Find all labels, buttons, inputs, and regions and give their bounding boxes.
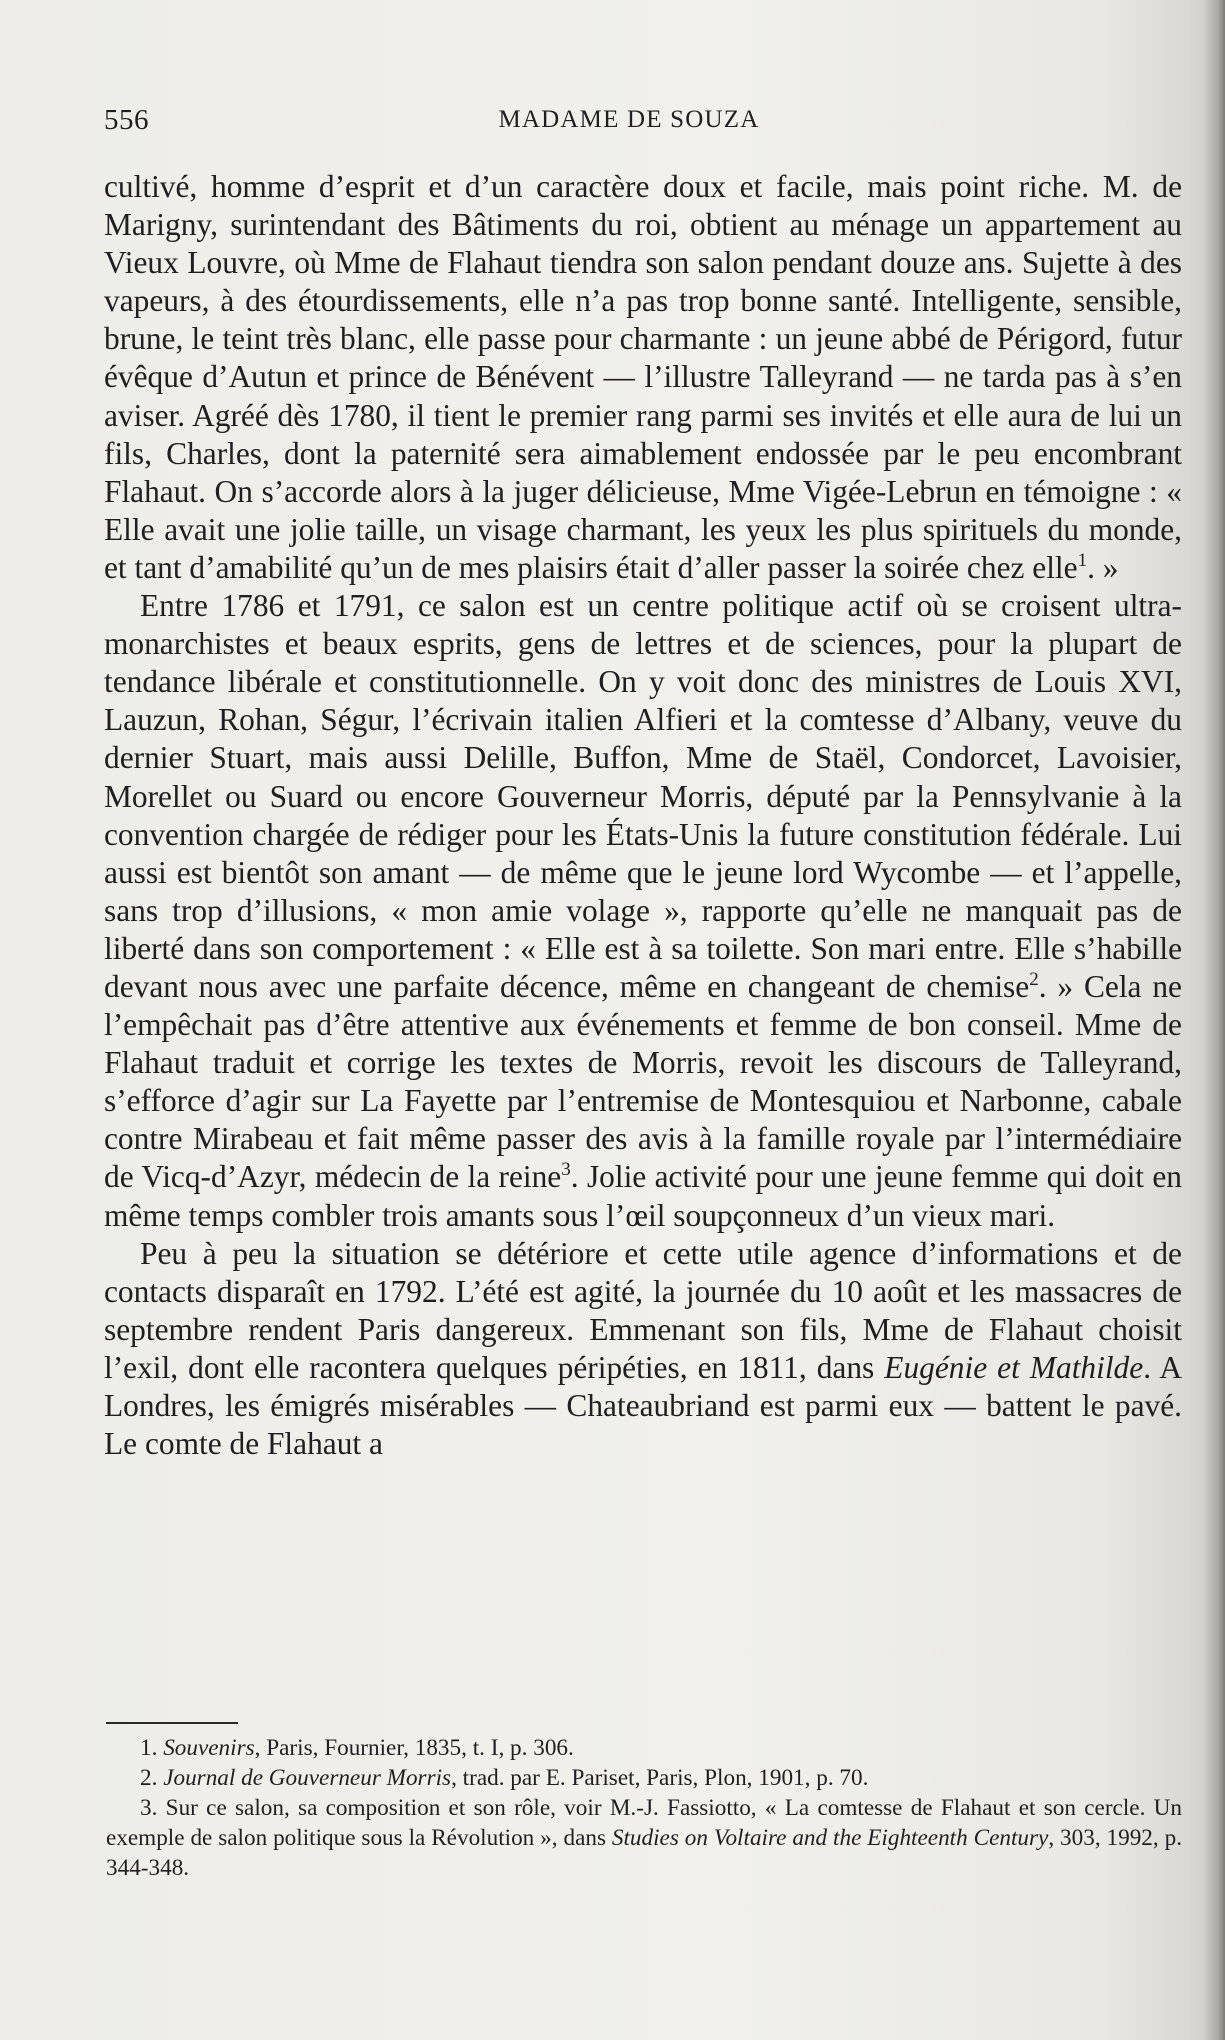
footnote-3-title: Studies on Voltaire and the Eighteenth Century <box>611 1825 1049 1851</box>
footnote-ref-2: 2 <box>1029 968 1039 990</box>
footnote-3 <box>106 1793 1182 1883</box>
footnote-2-text: , trad. par E. Pariset, Paris, Plon, 1901, p. 70. <box>451 1765 869 1791</box>
footnote-3-text-a: Sur ce salon, sa composition et son rôle, voir M.-J. Fassiotto, « La comtesse de Flahaut et son cercle. Un exemple de salon politique sous la Révolution », dans <box>106 1795 1182 1851</box>
footnote-ref-3: 3 <box>561 1159 571 1181</box>
paragraph-1-text: cultivé, homme d’esprit et d’un caractère doux et facile, mais point riche. M. de Marigny, surintendant des Bâtiments du roi, obtient au ménage un appartement au Vieux Louvre, où Mme de Flahaut tiendra son salon pendant douze ans. Sujette à des vapeurs, à des étourdissements, elle n’a pas trop bonne santé. Intelligente, sensible, brune, le teint très blanc, elle passe pour charmante : un jeune abbé de Périgord, futur évêque d’Autun et prince de Bénévent — l’illustre Talleyrand — ne tarda pas à s’en aviser. Agréé dès 1780, il tient le premier rang parmi ses invités et elle aura de lui un fils, Charles, dont la paternité sera aimablement endossée par le peu encombrant Flahaut. On s’accorde alors à la juger délicieuse, Mme Vigée-Lebrun en témoigne : « Elle avait une jolie taille, un visage charmant, les yeux les plus spirituels du monde, et tant d’amabilité qu’un de mes plaisirs était d’aller passer la soirée chez elle <box>104 169 1182 585</box>
paragraph-1-tail: . » <box>1087 549 1119 585</box>
page-number: 556 <box>104 104 149 136</box>
page-edge-shadow <box>1203 0 1225 2040</box>
footnote-2 <box>106 1763 1182 1793</box>
page-header <box>104 104 1174 144</box>
footnote-3-text-b: , 303, 1992, p. 344-348. <box>106 1825 1182 1881</box>
book-title-italic: Eugénie et Mathilde <box>884 1349 1144 1385</box>
paragraph-2-text-a: Entre 1786 et 1791, ce salon est un centre politique actif où se croisent ultra-monarchistes et beaux esprits, gens de lettres et de sciences, pour la plupart de tendance libérale et constitutionnelle. On y voit donc des ministres de Louis XVI, Lauzun, Rohan, Ségur, l’écrivain italien Alfieri et la comtesse d’Albany, veuve du dernier Stuart, mais aussi Delille, Buffon, Mme de Staël, Condorcet, Lavoisier, Morellet ou Suard ou encore Gouverneur Morris, député par la Pennsylvanie à la convention chargée de rédiger pour les États-Unis la future constitution fédérale. Lui aussi est bientôt son amant — de même que le jeune lord Wycombe — et l’appelle, sans trop d’illusions, « mon amie volage », rapporte qu’elle ne manquait pas de liberté dans son comportement : « Elle est à sa toilette. Son mari entre. Elle s’habille devant nous avec une parfaite décence, même en changeant de chemise <box>104 588 1182 1004</box>
paragraph-1 <box>104 168 1182 587</box>
footnote-2-number: 2. <box>140 1765 158 1791</box>
footnotes <box>106 1733 1182 1883</box>
footnote-1-title: Souvenirs <box>163 1735 255 1761</box>
body-text <box>104 168 1182 1463</box>
footnote-1 <box>106 1733 1182 1763</box>
footnote-2-title: Journal de Gouverneur Morris <box>163 1765 452 1791</box>
footnote-3-number: 3. <box>140 1795 158 1821</box>
footnote-rule <box>106 1722 238 1724</box>
paragraph-2 <box>104 587 1182 1235</box>
paragraph-3-text-b: . A Londres, les émigrés misérables — Chateaubriand est parmi eux — battent le pavé. Le comte de Flahaut a <box>104 1349 1182 1462</box>
footnote-1-text: , Paris, Fournier, 1835, t. I, p. 306. <box>254 1735 574 1761</box>
paragraph-2-text-c: . Jolie activité pour une jeune femme qui doit en même temps combler trois amants sous l’œil soupçonneux d’un vieux mari. <box>104 1159 1182 1233</box>
footnote-1-number: 1. <box>140 1735 158 1761</box>
paragraph-2-text-b: . » Cela ne l’empêchait pas d’être attentive aux événements et femme de bon conseil. Mme de Flahaut traduit et corrige les textes de Morris, revoit les discours de Talleyrand, s’efforce d’agir sur La Fayette par l’entremise de Montesquiou et Narbonne, cabale contre Mirabeau et fait même passer des avis à la famille royale par l’intermédiaire de Vicq-d’Azyr, médecin de la reine <box>104 968 1182 1195</box>
running-head: MADAME DE SOUZA <box>498 106 760 133</box>
footnote-ref-1: 1 <box>1077 549 1088 571</box>
paragraph-3-text-a: Peu à peu la situation se détériore et cette utile agence d’informations et de contacts disparaît en 1792. L’été est agité, la journée du 10 août et les massacres de septembre rendent Paris dangereux. Emmenant son fils, Mme de Flahaut choisit l’exil, dont elle racontera quelques péripéties, en 1811, dans <box>104 1235 1182 1385</box>
paragraph-3 <box>104 1235 1182 1464</box>
